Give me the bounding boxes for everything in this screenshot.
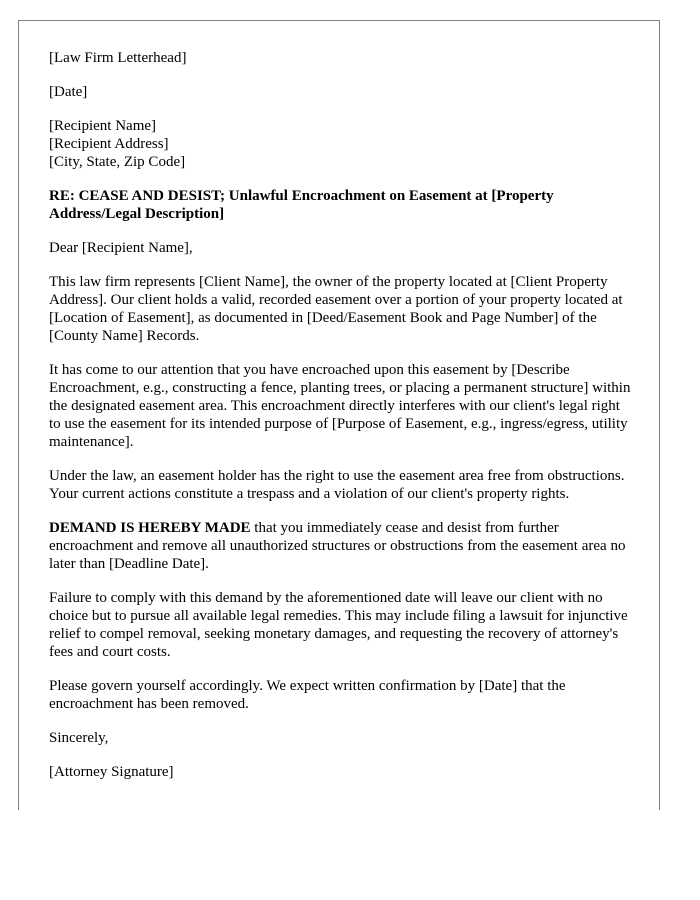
paragraph-encroachment: It has come to our attention that you have encroached upon this easement by [Describe Encroachment, e.g., constructing a fence, planting trees, or placing a permanent structure] within the designated easement area. This encroachment directly interferes with our client's legal right to use the easement for its intended purpose of [Purpose of Easement, e.g., ingress/egress, utility maintenance]. bbox=[49, 362, 631, 450]
recipient-city-state-zip: [City, State, Zip Code] bbox=[49, 154, 186, 170]
closing: Sincerely, bbox=[49, 730, 109, 746]
letter-body bbox=[49, 49, 633, 797]
paragraph-confirmation: Please govern yourself accordingly. We expect written confirmation by [Date] that the encroachment has been removed. bbox=[49, 678, 566, 712]
paragraph-legal-right: Under the law, an easement holder has the right to use the easement area free from obstructions. Your current actions constitute a trespass and a violation of our client's property rights. bbox=[49, 468, 625, 502]
paragraph-consequences: Failure to comply with this demand by the aforementioned date will leave our client with no choice but to pursue all available legal remedies. This may include filing a lawsuit for injunctive relief to compel removal, seeking monetary damages, and requesting the recovery of attorney's fees and court costs. bbox=[49, 590, 628, 660]
demand-emphasis: DEMAND IS HEREBY MADE bbox=[49, 520, 251, 536]
recipient-address: [Recipient Address] bbox=[49, 136, 169, 152]
recipient-name: [Recipient Name] bbox=[49, 118, 157, 134]
letter-page bbox=[18, 20, 660, 810]
recipient-block bbox=[49, 117, 633, 171]
paragraph-client-easement: This law firm represents [Client Name], the owner of the property located at [Client Property Address]. Our client holds a valid, recorded easement over a portion of your property located at [Location of Easement], as documented in [Deed/Easement Book and Page Number] of the [County Name] Records. bbox=[49, 274, 623, 344]
subject-line: RE: CEASE AND DESIST; Unlawful Encroachment on Easement at [Property Address/Legal Description] bbox=[49, 188, 554, 222]
paragraph-demand bbox=[49, 519, 633, 573]
letter-date: [Date] bbox=[49, 84, 88, 100]
letterhead: [Law Firm Letterhead] bbox=[49, 50, 187, 66]
demand-text: that you immediately cease and desist from further encroachment and remove all unauthorized structures or obstructions from the easement area no later than [Deadline Date]. bbox=[49, 520, 626, 572]
attorney-signature: [Attorney Signature] bbox=[49, 764, 174, 780]
salutation: Dear [Recipient Name], bbox=[49, 240, 193, 256]
